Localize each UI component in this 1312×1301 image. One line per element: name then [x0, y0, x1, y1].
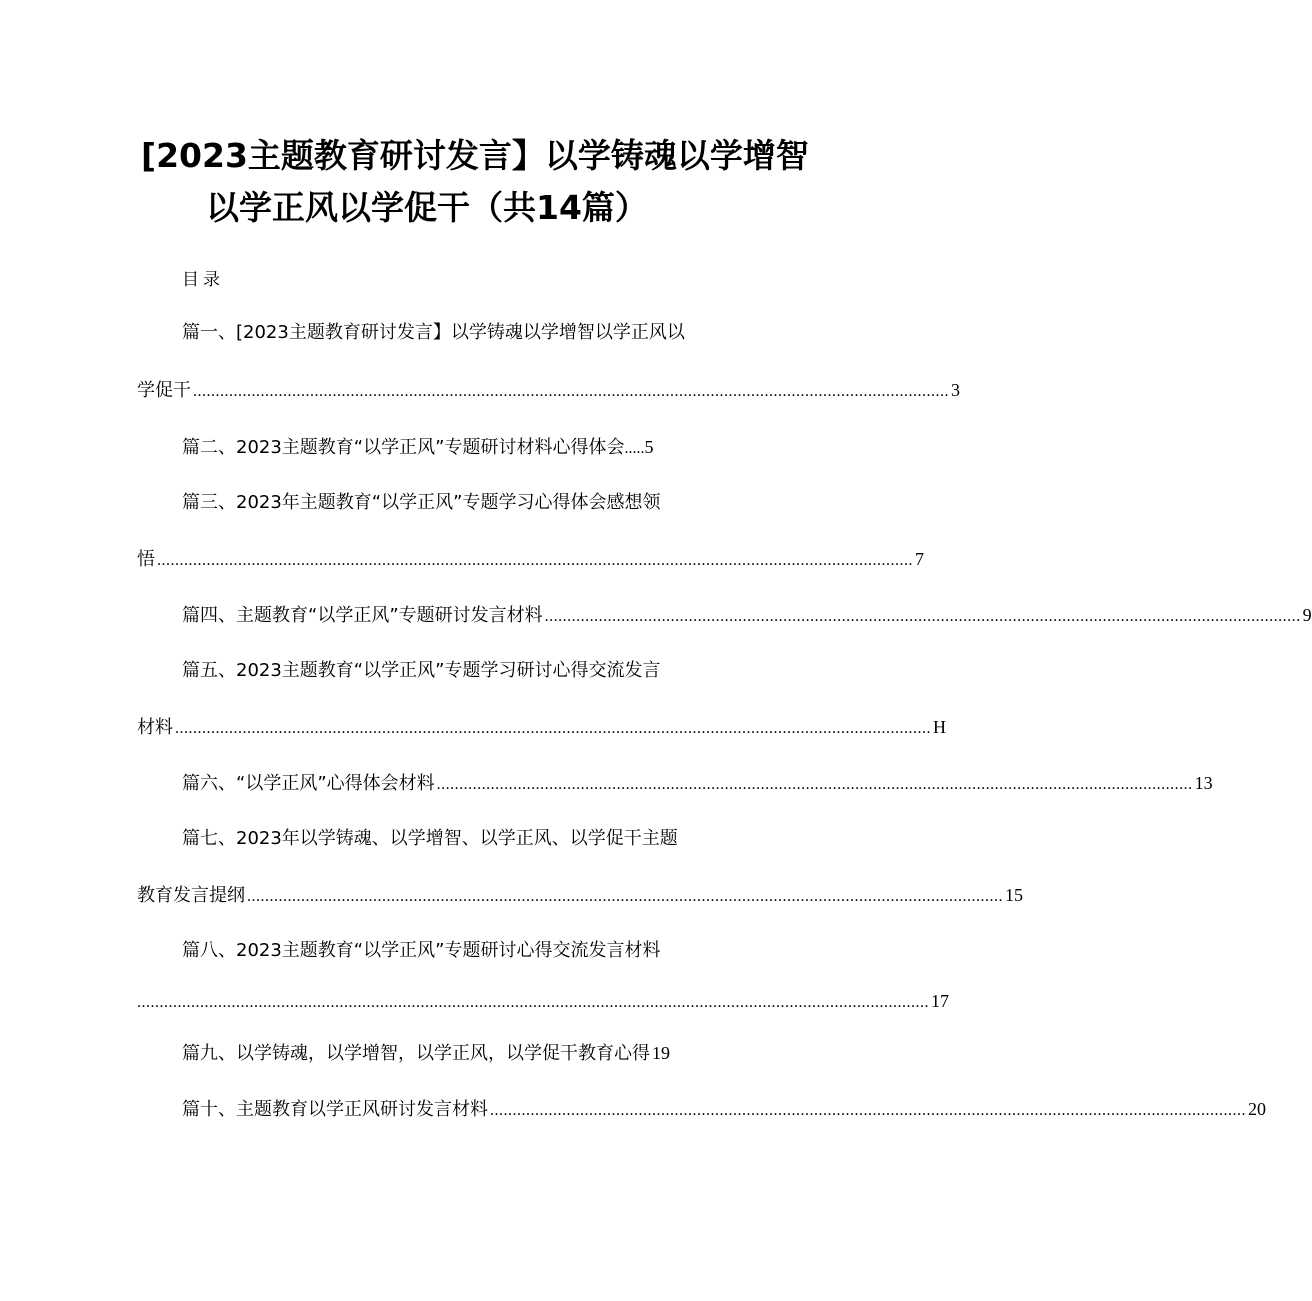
toc-entry-6[interactable]	[182, 770, 1213, 798]
toc-entry-9-title: 篇九、以学铸魂，以学增智，以学正风，以学促干教育心得	[182, 1043, 650, 1064]
toc-entry-1-page: 3	[951, 380, 960, 400]
toc-entry-1-leader[interactable]	[137, 377, 960, 405]
toc-entry-2-page: 5	[644, 437, 654, 457]
dot-leader: ........................................................................................................................................................................	[175, 720, 931, 737]
toc-entry-1-title-cont: 学促干	[137, 380, 191, 401]
dot-leader: ................................................................................................................................................................................	[137, 994, 929, 1011]
toc-entry-2-title: 篇二、2023主题教育“以学正风”专题研讨材料心得体会	[182, 437, 625, 458]
toc-entry-3-title[interactable]: 篇三、2023年主题教育“以学正风”专题学习心得体会感想领	[182, 492, 661, 513]
document-title-line-2: 以学正风以学促干（共14篇）	[206, 188, 648, 227]
dot-leader: ........................................................................................................................................................................	[157, 552, 913, 569]
dot-leader: .....	[624, 440, 645, 457]
dot-leader: ........................................................................................................................................................................	[193, 383, 949, 400]
toc-entry-7-title-cont: 教育发言提纲	[137, 885, 245, 906]
toc-entry-6-page: 13	[1194, 773, 1213, 793]
toc-entry-5-page: H	[933, 717, 946, 737]
toc-entry-2[interactable]	[182, 434, 653, 462]
toc-entry-5-title[interactable]: 篇五、2023主题教育“以学正风”专题学习研讨心得交流发言	[182, 660, 661, 681]
toc-entry-10-page: 20	[1248, 1099, 1266, 1119]
toc-entry-9[interactable]	[182, 1040, 670, 1067]
dot-leader: ........................................................................................................................................................................	[490, 1102, 1246, 1119]
toc-entry-4[interactable]	[182, 602, 1312, 630]
toc-entry-4-title: 篇四、主题教育“以学正风”专题研讨发言材料	[182, 605, 543, 626]
document-title-line-1: [2023主题教育研讨发言】以学铸魂以学增智	[141, 136, 809, 175]
toc-entry-7-title[interactable]: 篇七、2023年以学铸魂、以学增智、以学正风、以学促干主题	[182, 828, 678, 849]
toc-entry-5-title-cont: 材料	[137, 717, 173, 738]
toc-entry-9-page: 19	[652, 1043, 670, 1063]
dot-leader: ........................................................................................................................................................................	[544, 608, 1301, 625]
toc-entry-7-page: 15	[1005, 885, 1023, 905]
toc-entry-10-title: 篇十、主题教育以学正风研讨发言材料	[182, 1099, 488, 1120]
toc-entry-8-leader[interactable]	[137, 988, 949, 1016]
toc-entry-4-page: 9	[1302, 605, 1312, 625]
dot-leader: ........................................................................................................................................................................	[247, 888, 1003, 905]
toc-entry-5-leader[interactable]	[137, 714, 946, 742]
toc-entry-3-page: 7	[915, 549, 924, 569]
toc-entry-1-title[interactable]: 篇一、[2023主题教育研讨发言】以学铸魂以学增智以学正风以	[182, 322, 685, 343]
dot-leader: ........................................................................................................................................................................	[436, 776, 1193, 793]
toc-entry-7-leader[interactable]	[137, 882, 1023, 910]
toc-entry-3-leader[interactable]	[137, 546, 924, 574]
toc-entry-8-page: 17	[931, 991, 949, 1011]
toc-entry-10[interactable]	[182, 1096, 1266, 1124]
toc-entry-8-title[interactable]: 篇八、2023主题教育“以学正风”专题研讨心得交流发言材料	[182, 940, 661, 961]
toc-entry-6-title: 篇六、“以学正风”心得体会材料	[182, 773, 435, 794]
toc-heading: 目录	[182, 270, 224, 290]
toc-entry-3-title-cont: 悟	[137, 549, 155, 570]
